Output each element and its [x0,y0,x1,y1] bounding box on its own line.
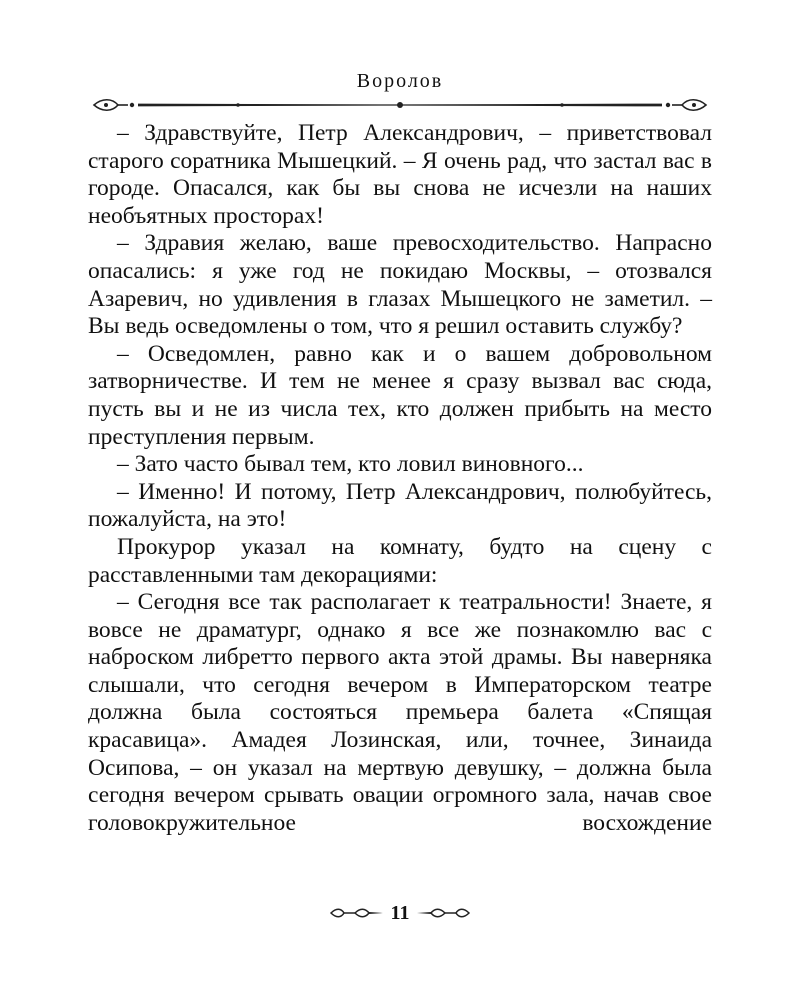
right-flourish-icon [415,906,473,920]
paragraph: Прокурор указал на комнату, будто на сцену с расставленными там декорациями: [88,533,712,588]
paragraph: – Сегодня все так располагает к театральности! Знаете, я вовсе не драматург, однако я все же познакомлю вас с наброском либретто первого акта этой драмы. Вы наверняка слышали, что сегодня вечером в Императорском театре должна была состояться премьера балета «Спящая красавица». Амадея Лозинская, или, точнее, Зинаида Осипова, – он указал на мертвую девушку, – должна была сегодня вечером срывать овации огромного зала, начав свое головокружительное восхождение [88,589,712,836]
left-flourish-icon [327,906,385,920]
ornamental-rule-icon [88,96,712,114]
running-head-title: Воролов [356,70,444,92]
body-text [88,120,712,837]
paragraph: – Здравствуйте, Петр Александрович, – приветствовал старого соратника Мышецкий. – Я очень рад, что застал вас в городе. Опасался, как бы вы снова не исчезли на наших необъятных просторах! [88,120,712,229]
paragraph: – Именно! И потому, Петр Александрович, полюбуйтесь, пожалуйста, на это! [88,478,712,533]
paragraph: – Здравия желаю, ваше превосходительство. Напрасно опасались: я уже год не покидаю Москвы, – отозвался Азаревич, но удивления в глазах Мышецкого не заметил. – Вы ведь осведомлены о том, что я решил оставить службу? [88,230,712,340]
page-number-footer [300,900,500,926]
paragraph: – Зато часто бывал тем, кто ловил виновного... [117,451,584,478]
paragraph: – Осведомлен, равно как и о вашем добровольном затворничестве. И тем не менее я сразу вызвал вас сюда, пусть вы и не из числа тех, кто должен прибыть на место преступления первым. [88,340,712,450]
page-number: 11 [390,901,410,924]
